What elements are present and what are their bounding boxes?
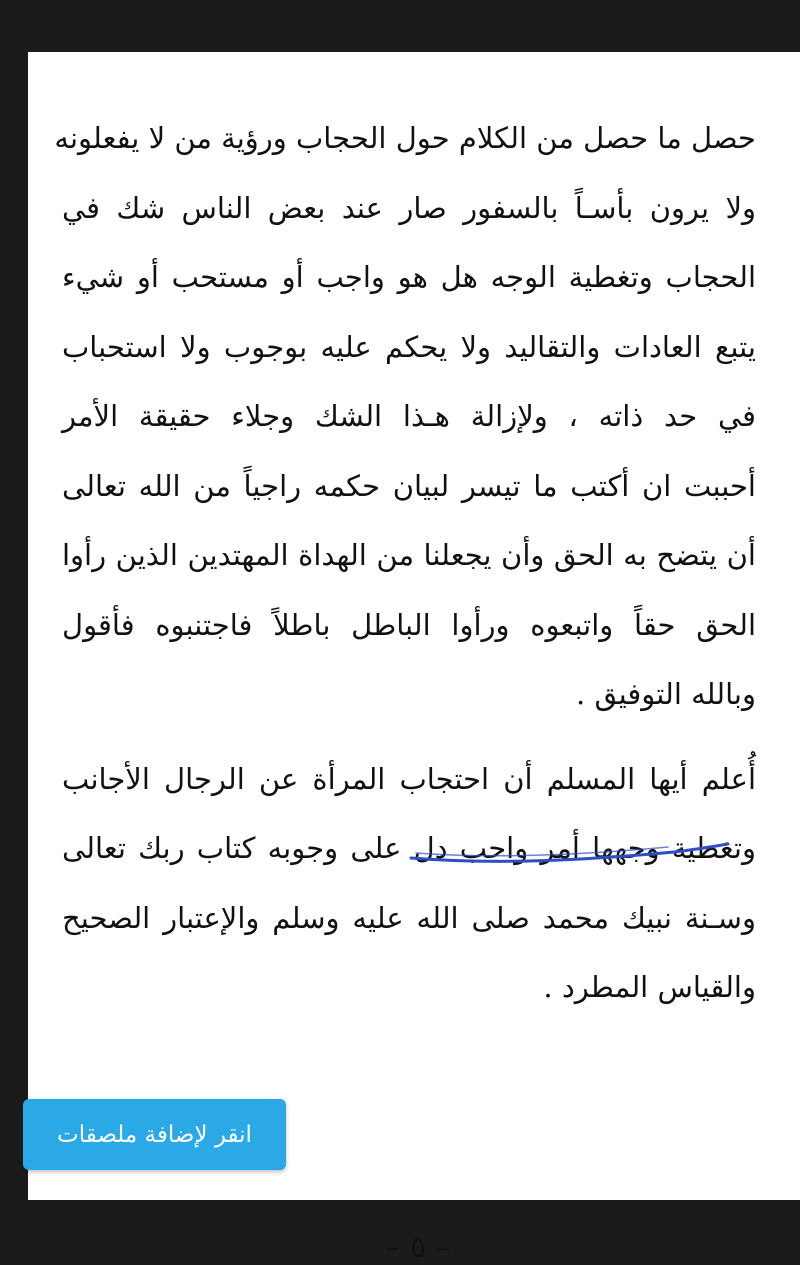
text-line: أحببت ان أكتب ما تيسر لبيان حكمه راجياً من الله تعالى bbox=[62, 468, 756, 503]
add-stickers-button[interactable]: انقر لإضافة ملصقات bbox=[23, 1099, 286, 1170]
text-line: وبالله التوفيق . bbox=[576, 677, 756, 711]
text-line: أُعلم أيها المسلم أن احتجاب المرأة عن الرجال الأجانب bbox=[62, 761, 756, 796]
text-line: حصل ما حصل من الكلام حول الحجاب ورؤية من لا يفعلونه bbox=[54, 121, 756, 155]
text-line: الحجاب وتغطية الوجه هل هو واجب أو مستحب أو شيء bbox=[62, 260, 756, 294]
book-page bbox=[28, 52, 800, 1265]
page-text bbox=[54, 104, 756, 1023]
text-line: وتغطية وجهها أمر واجب دل على وجوبه كتاب ربك تعالى bbox=[62, 831, 756, 865]
paragraph-2 bbox=[62, 745, 756, 1023]
text-line: يتبع العادات والتقاليد ولا يحكم عليه بوجوب ولا استحباب bbox=[62, 329, 756, 364]
text-line: أن يتضح به الحق وأن يجعلنا من الهداة المهتدين الذين رأوا bbox=[62, 538, 756, 572]
text-line: ولا يرون بأسـاً بالسفور صار عند بعض الناس شك في bbox=[62, 190, 756, 225]
text-line: في حد ذاته ، ولإزالة هـذا الشك وجلاء حقيقة الأمر bbox=[62, 399, 756, 433]
text-line: وسـنة نبيك محمد صلى الله عليه وسلم والإعتبار الصحيح bbox=[62, 900, 756, 935]
paragraph-1 bbox=[54, 104, 756, 730]
page-number: – ٥ – bbox=[385, 1230, 451, 1265]
text-line: الحق حقاً واتبعوه ورأوا الباطل باطلاً فاجتنبوه فأقول bbox=[62, 607, 756, 642]
text-line: والقياس المطرد . bbox=[543, 970, 756, 1004]
